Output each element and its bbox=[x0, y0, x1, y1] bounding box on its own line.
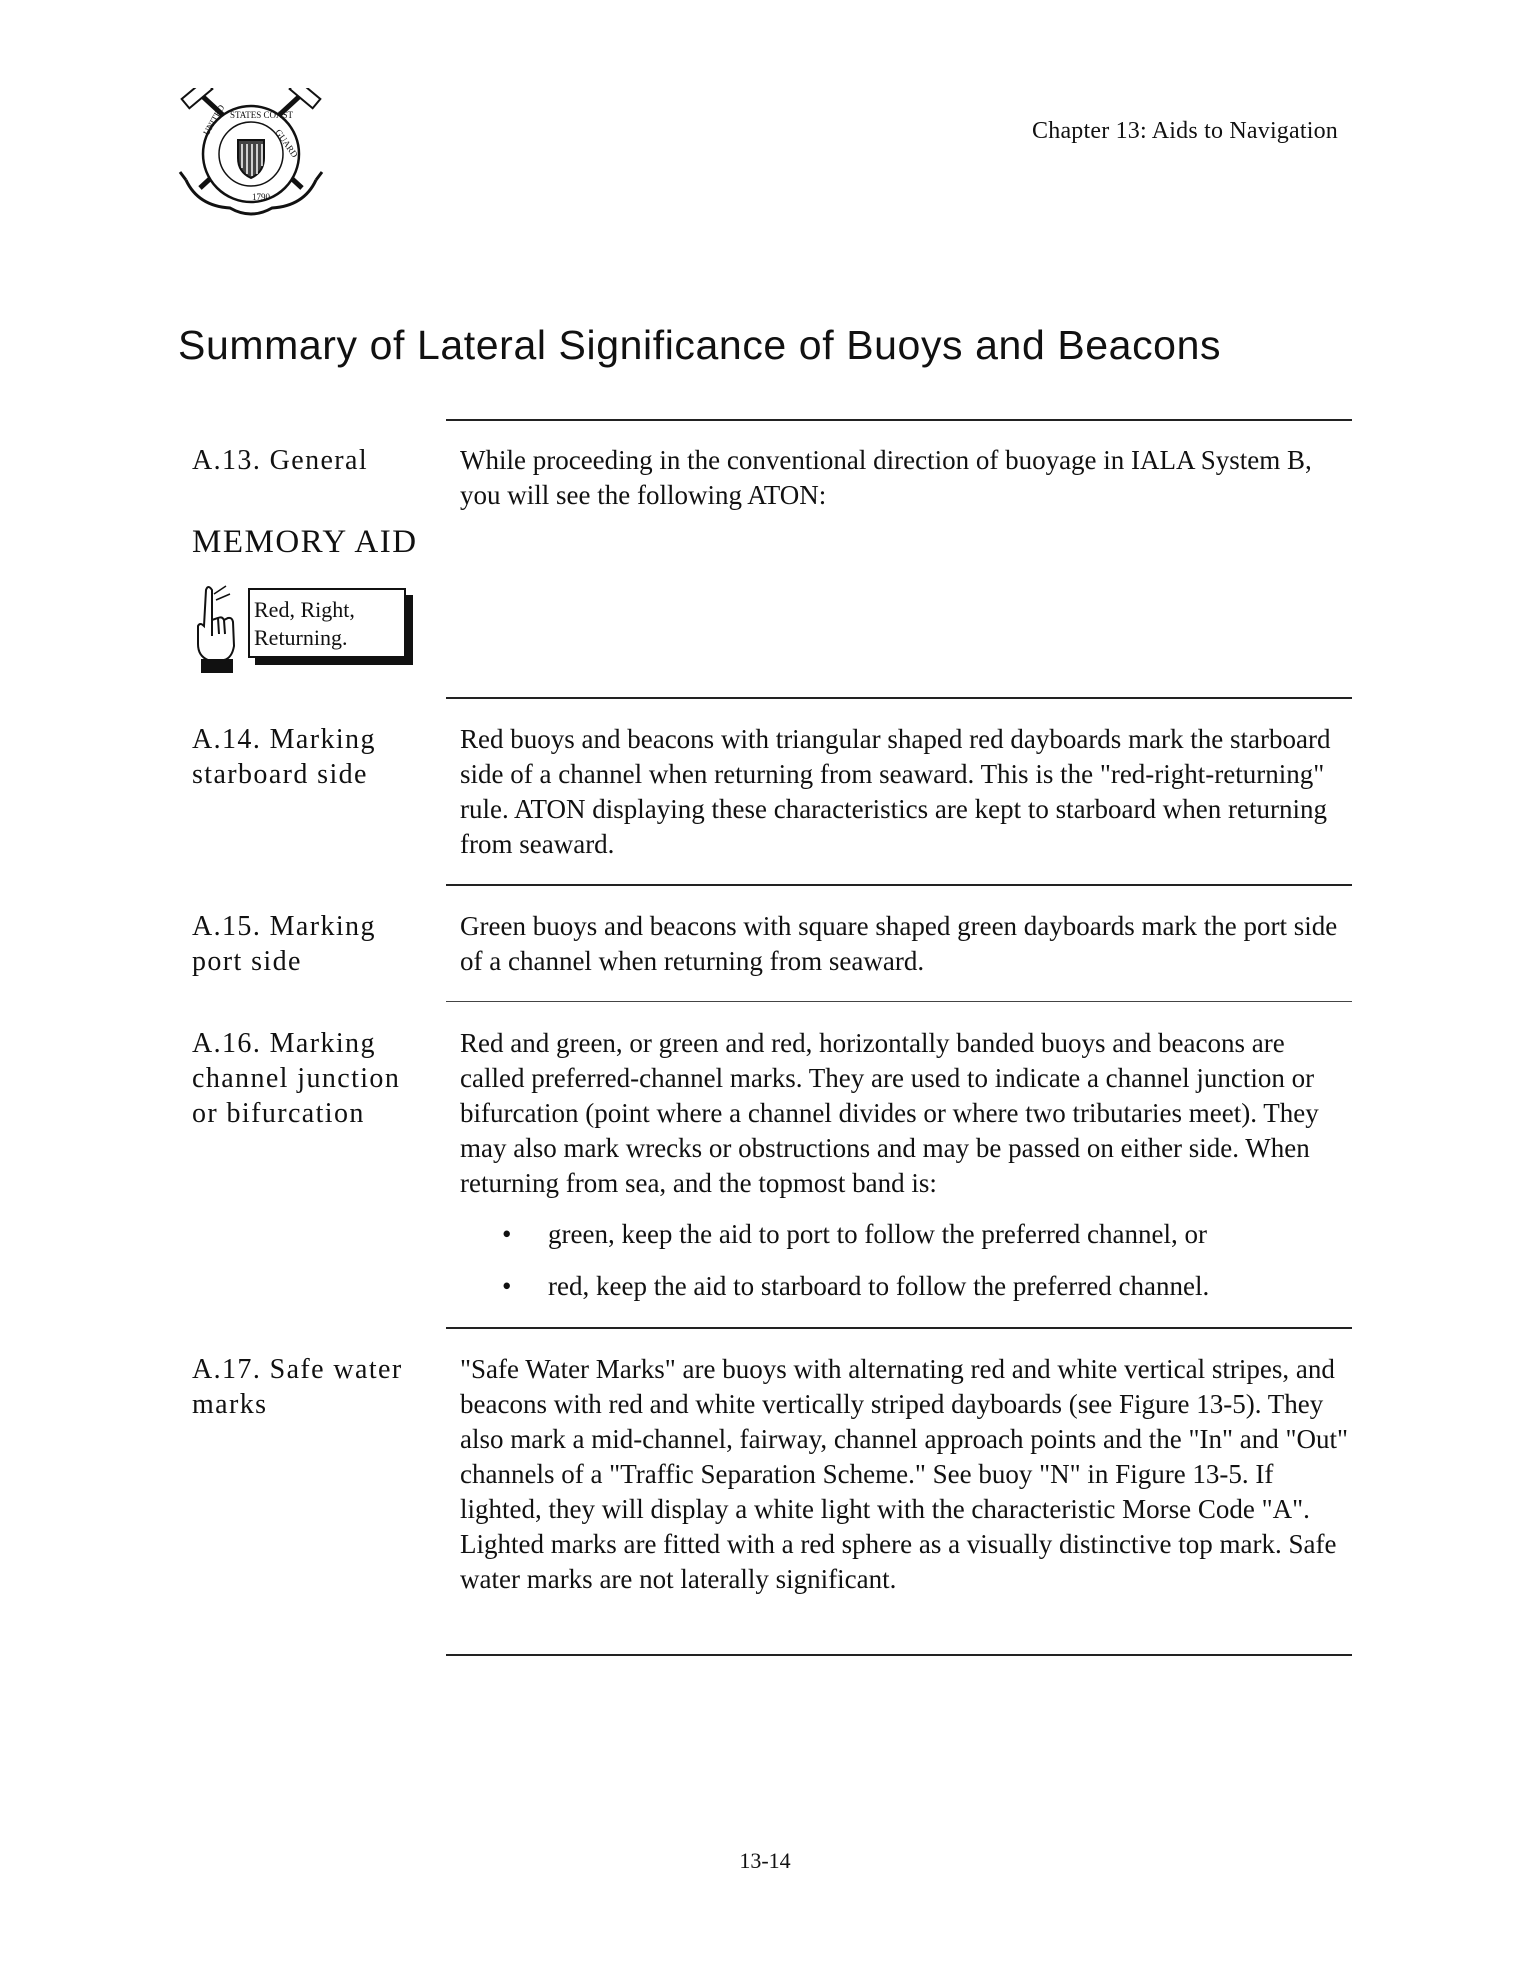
page-number: 13-14 bbox=[739, 1848, 791, 1873]
page-title: Summary of Lateral Significance of Buoys and Beacons bbox=[178, 322, 1222, 368]
memory-aid-heading: MEMORY AID bbox=[192, 524, 418, 560]
section-divider bbox=[446, 1001, 1352, 1002]
section-label: A.14. Marking starboard side bbox=[192, 724, 376, 790]
section-divider bbox=[446, 1327, 1352, 1329]
list-item: • green, keep the aid to port to follow the preferred channel, or bbox=[502, 1219, 1207, 1249]
svg-text:GUARD: GUARD bbox=[273, 127, 300, 160]
section-label: A.15. Marking port side bbox=[192, 911, 376, 977]
bullet-list bbox=[460, 1217, 1350, 1321]
memory-aid-card: Red, Right, Returning. bbox=[248, 588, 406, 658]
section-divider bbox=[446, 884, 1352, 886]
section-label: A.13. General bbox=[192, 445, 369, 476]
section-text: "Safe Water Marks" are buoys with alternating red and white vertical stripes, and beacons with red and white vertically striped dayboards (see Figure 13-5). They also mark a mid-channel, fairway, channel approach points and the "In" and "Out" channels of a "Traffic Separation Scheme." See buoy "N" in Figure 13-5. If lighted, they will display a white light with the characteristic Morse Code "A". Lighted marks are fitted with a red sphere as a visually distinctive top mark. Safe water marks are not laterally significant. bbox=[460, 1354, 1349, 1594]
svg-text:STATES COAST: STATES COAST bbox=[230, 110, 294, 120]
section-label: A.16. Marking channel junction or bifurcation bbox=[192, 1028, 401, 1129]
svg-text:UNITED: UNITED bbox=[201, 102, 227, 137]
coast-guard-emblem-icon bbox=[178, 88, 324, 222]
memory-aid-box bbox=[192, 584, 422, 676]
section-text: While proceeding in the conventional direction of buoyage in IALA System B, you will see the following ATON: bbox=[460, 445, 1312, 510]
pointing-hand-icon bbox=[192, 584, 240, 676]
section-label: A.17. Safe water marks bbox=[192, 1354, 403, 1420]
list-item: • red, keep the aid to starboard to follow the preferred channel. bbox=[502, 1271, 1210, 1301]
chapter-header: Chapter 13: Aids to Navigation bbox=[1032, 118, 1338, 144]
section-text: Red and green, or green and red, horizontally banded buoys and beacons are called preferred-channel marks. They are used to indicate a channel junction or bifurcation (point where a channel divides or where two tributaries meet). They may also mark wrecks or obstructions and may be passed on either side. When returning from sea, and the topmost band is: bbox=[460, 1028, 1319, 1198]
section-text: Red buoys and beacons with triangular shaped red dayboards mark the starboard side of a channel when returning from seaward. This is the "red-right-returning" rule. ATON displaying these characteristics are kept to starboard when returning from seaward. bbox=[460, 724, 1331, 859]
section-divider bbox=[446, 1654, 1352, 1656]
section-text: Green buoys and beacons with square shaped green dayboards mark the port side of a channel when returning from seaward. bbox=[460, 911, 1338, 976]
section-divider bbox=[446, 697, 1352, 699]
section-divider bbox=[446, 419, 1352, 421]
svg-text:1790: 1790 bbox=[252, 192, 270, 202]
